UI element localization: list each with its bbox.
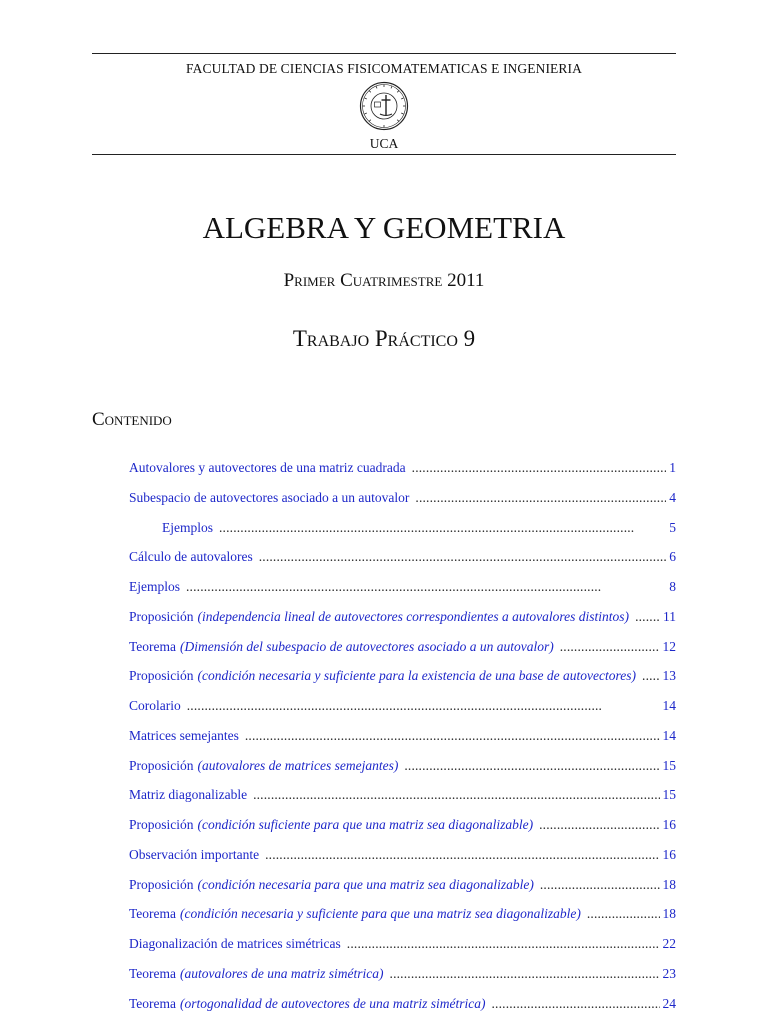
toc-entry[interactable] <box>129 758 676 778</box>
toc-dot-leader <box>635 609 660 625</box>
toc-entry-title[interactable]: Proposición <box>129 876 194 892</box>
toc-entry-page-number[interactable]: 15 <box>662 757 676 773</box>
toc-entry-page-number[interactable]: 14 <box>662 698 676 713</box>
toc-entry-page-number[interactable]: 16 <box>662 817 676 832</box>
toc-dot-leader <box>219 520 666 536</box>
toc-entry-page-number[interactable]: 13 <box>662 668 676 684</box>
toc-dot-leader <box>347 936 660 952</box>
toc-entry-subtitle[interactable]: (condición necesaria para que una matriz sea diagonalizable) <box>197 876 534 892</box>
toc-entry-subtitle[interactable]: (ortogonalidad de autovectores de una matriz simétrica) <box>180 995 486 1011</box>
toc-entry[interactable] <box>129 728 676 748</box>
toc-dot-leader <box>540 877 660 893</box>
toc-entry-page-number[interactable]: 12 <box>662 638 676 654</box>
toc-entry[interactable] <box>129 639 676 659</box>
toc-dot-leader <box>412 460 667 476</box>
toc-entry[interactable] <box>129 460 676 480</box>
toc-entry[interactable] <box>129 936 676 956</box>
toc-entry[interactable] <box>129 579 676 599</box>
toc-entry[interactable] <box>129 996 676 1016</box>
toc-entry-title[interactable]: Teorema <box>129 906 177 922</box>
toc-entry-page-number[interactable]: 18 <box>662 906 676 922</box>
toc-dot-leader <box>539 817 659 833</box>
toc-entry[interactable] <box>129 549 676 569</box>
toc-entry-title[interactable]: Proposición <box>129 608 194 624</box>
toc-entry[interactable] <box>129 668 676 688</box>
toc-entry-subtitle[interactable]: (Dimensión del subespacio de autovectores asociado a un autovalor) <box>180 638 554 654</box>
faculty-name: FACULTAD DE CIENCIAS FISICOMATEMATICAS E INGENIERIA <box>186 61 582 76</box>
toc-entry-page-number[interactable]: 1 <box>669 460 676 475</box>
toc-entry-title[interactable]: Ejemplos <box>162 519 213 535</box>
toc-dot-leader <box>265 847 659 863</box>
toc-entry-subtitle[interactable]: (condición necesaria y suficiente para la existencia de una base de autovectores) <box>197 668 637 684</box>
course-title: ALGEBRA Y GEOMETRIA <box>202 210 566 245</box>
toc-entry-title[interactable]: Subespacio de autovectores asociado a un autovalor <box>129 489 410 505</box>
toc-dot-leader <box>390 966 660 982</box>
toc-entry-title[interactable]: Cálculo de autovalores <box>129 549 253 565</box>
toc-dot-leader <box>415 490 666 506</box>
toc-dot-leader <box>253 787 659 803</box>
toc-entry-title[interactable]: Teorema <box>129 638 177 654</box>
toc-entry-title[interactable]: Observación importante <box>129 846 260 862</box>
toc-entry-title[interactable]: Diagonalización de matrices simétricas <box>129 936 341 951</box>
toc-entry-title[interactable]: Proposición <box>129 757 194 773</box>
toc-entry[interactable] <box>129 609 676 629</box>
institution-acronym: UCA <box>369 136 399 151</box>
toc-entry-page-number[interactable]: 18 <box>662 876 676 892</box>
toc-entry[interactable] <box>162 520 676 540</box>
toc-dot-leader <box>259 549 667 565</box>
toc-entry[interactable] <box>129 906 676 926</box>
toc-entry-page-number[interactable]: 16 <box>662 846 676 862</box>
toc-entry[interactable] <box>129 490 676 510</box>
toc-entry-page-number[interactable]: 11 <box>663 608 676 624</box>
toc-entry-title[interactable]: Autovalores y autovectores de una matriz cuadrada <box>129 460 406 475</box>
toc-entry-subtitle[interactable]: (condición suficiente para que una matriz sea diagonalizable) <box>197 817 534 832</box>
toc-entry-page-number[interactable]: 5 <box>669 519 676 535</box>
toc-entry-title[interactable]: Matriz diagonalizable <box>129 787 248 803</box>
toc-entry-title[interactable]: Proposición <box>129 668 194 684</box>
assignment-title: Trabajo Práctico 9 <box>292 326 476 351</box>
toc-entry-subtitle[interactable]: (autovalores de matrices semejantes) <box>197 757 399 773</box>
term-subtitle: Primer Cuatrimestre 2011 <box>283 270 485 291</box>
header-top-rule <box>92 53 676 54</box>
toc-dot-leader <box>187 698 660 714</box>
toc-entry[interactable] <box>129 877 676 897</box>
toc-entry-page-number[interactable]: 22 <box>662 936 676 951</box>
header-bottom-rule <box>92 154 676 155</box>
toc-entry-subtitle[interactable]: (independencia lineal de autovectores correspondientes a autovalores distintos) <box>197 608 630 624</box>
toc-entry-page-number[interactable]: 6 <box>669 549 676 565</box>
toc-entry[interactable] <box>129 787 676 807</box>
toc-dot-leader <box>587 906 660 922</box>
contents-heading: Contenido <box>92 409 172 430</box>
toc-entry-title[interactable]: Corolario <box>129 698 181 713</box>
toc-entry-title[interactable]: Teorema <box>129 965 177 981</box>
toc-dot-leader <box>560 639 660 655</box>
toc-entry-page-number[interactable]: 4 <box>669 489 676 505</box>
toc-entry-page-number[interactable]: 23 <box>662 965 676 981</box>
toc-entry-title[interactable]: Matrices semejantes <box>129 727 239 743</box>
toc-entry-page-number[interactable]: 24 <box>662 995 676 1011</box>
toc-entry[interactable] <box>129 966 676 986</box>
toc-entry-title[interactable]: Proposición <box>129 817 194 832</box>
toc-entry[interactable] <box>129 698 676 718</box>
toc-entry-subtitle[interactable]: (condición necesaria y suficiente para que una matriz sea diagonalizable) <box>180 906 581 922</box>
toc-entry-subtitle[interactable]: (autovalores de una matriz simétrica) <box>180 965 384 981</box>
toc-dot-leader <box>642 668 659 684</box>
toc-entry-page-number[interactable]: 15 <box>662 787 676 803</box>
toc-entry-title[interactable]: Teorema <box>129 995 177 1011</box>
toc-dot-leader <box>186 579 666 595</box>
toc-entry-title[interactable]: Ejemplos <box>129 579 180 594</box>
toc-dot-leader <box>404 758 659 774</box>
toc-entry-page-number[interactable]: 14 <box>662 727 676 743</box>
university-seal-icon <box>359 81 409 131</box>
toc-entry[interactable] <box>129 817 676 837</box>
toc-dot-leader <box>492 996 660 1012</box>
toc-entry[interactable] <box>129 847 676 867</box>
toc-dot-leader <box>245 728 660 744</box>
toc-entry-page-number[interactable]: 8 <box>669 579 676 594</box>
